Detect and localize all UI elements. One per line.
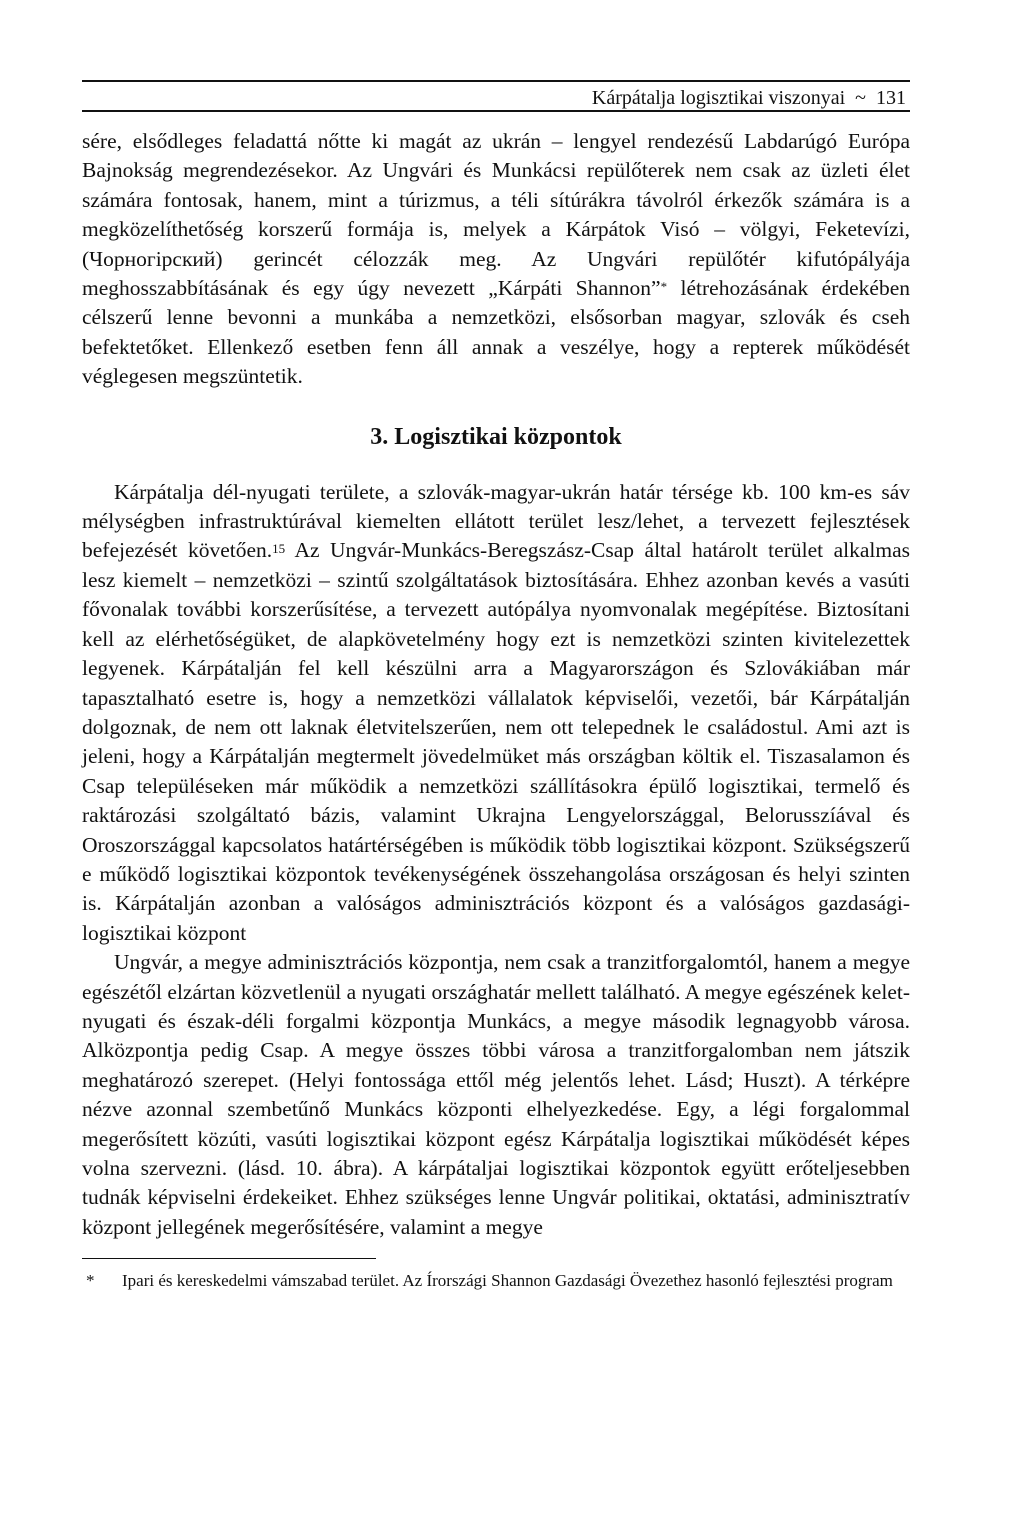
- paragraph-1-text-a: sére, elsődleges feladattá nőtte ki magát az ukrán – lengyel rendezésű Labdarúgó Európa Bajnokság megrendezésekor. Az Ungvári és Munkácsi repülőterek nem csak az üzleti élet számára fontosak, hanem, mint a túrizmus, a téli sítúrákra távolról érkezők számára is a megközelíthetőség korszerű formája is, melyek a Kárpátok Visó – völgyi, Feketevízi, (Чорногірский) gerincét célozzák meg. Az Ungvári repülőtér kifutópályája meghosszabbításának és egy úgy nevezett „Kárpáti Shannon”: [82, 129, 910, 301]
- running-title: Kárpátalja logisztikai viszonyai: [591, 87, 846, 109]
- paragraph-2: [82, 478, 910, 949]
- footnote-text: Ipari és kereskedelmi vámszabad terület. Az Írországi Shannon Gazdasági Övezethez hasonló fejlesztési program: [122, 1271, 893, 1291]
- running-header: [82, 80, 910, 112]
- paragraph-3: Ungvár, a megye adminisztrációs központja, nem csak a tranzitforgalomtól, hanem a megye egészétől elzártan közvetlenül a nyugati országhatár mellett található. A megye egészének kelet-nyugati és észak-déli forgalmi központja Munkács, a megye második legnagyobb városa. Alközpontja pedig Csap. A megye összes többi városa a tranzitforgalomban nem játszik meghatározó szerepet. (Helyi fontossága ettől még jelentős lehet. Lásd; Huszt). A térképre nézve azonnal szembetűnő Munkács központi elhelyezkedése. Egy, a légi forgalommal megerősített közúti, vasúti logisztikai központ egész Kárpátalja logisztikai működését képes volna szervezni. (lásd. 10. ábra). A kárpátaljai logisztikai központok együtt erőteljesebben tudnák képviselni érdekeiket. Ehhez szükséges lenne Ungvár politikai, oktatási, adminisztratív központ jellegének megerősítésére, valamint a megye: [82, 950, 910, 1239]
- body-text: [82, 127, 910, 1242]
- page-number: 131: [876, 87, 906, 109]
- reference-marker-15[interactable]: 15: [272, 541, 286, 557]
- section-heading: 3. Logisztikai központok: [370, 423, 622, 450]
- paragraph-2-text-b: Az Ungvár-Munkács-Beregszász-Csap által határolt terület alkalmas lesz kiemelt – nemzetközi – szintű szolgáltatások biztosítására. Ehhez azonban kevés a vasúti fővonalak további korszerűsítése, a tervezett autópálya nyomvonalak megépítése. Biztosítani kell az elérhetőségüket, de alapkövetelmény hogy ezt is nemzetközi szinten kivitelezettek legyenek. Kárpátalján fel kell készülni arra a Magyarországon és Szlovákiában már tapasztalható esetre is, hogy a nemzetközi vállalatok képviselői, vezetői, bár Kárpátalján dolgoznak, de nem ott laknak életvitelszerűen, nem ott telepednek le családostul. Ami azt is jeleni, hogy a Kárpátalján megtermelt jövedelmüket más országban költik el. Tiszasalamon és Csap településeken már működik a nemzetközi szállításokra épülő logisztikai, termelő és raktározási szolgáltató bázis, valamint Ukrajna Lengyelországgal, Belorusszíával és Oroszországgal kapcsolatos határtérségében is működik több logisztikai központ. Szükségszerű e működő logisztikai központok tevékenységének összehangolása országosan és helyi szinten is. Kárpátalján azonban a valóságos adminisztrációs központ és a valóságos gazdasági-logisztikai központ: [82, 538, 910, 945]
- paragraph-1: [82, 127, 910, 392]
- document-page: [82, 80, 910, 1293]
- paragraph-1-text-b: létrehozásának érdekében célszerű lenne bevonni a munkába a nemzetközi, elsősorban magyar, szlovák és cseh befektetőket. Ellenkező esetben fenn áll annak a veszélye, hogy a repterek működését véglegesen megszüntetik.: [82, 276, 911, 389]
- header-separator: ~: [855, 87, 866, 109]
- footnote-divider: [82, 1258, 376, 1259]
- footnote-marker[interactable]: *: [660, 279, 668, 295]
- paragraph-2-text-a: Kárpátalja dél-nyugati területe, a szlovák-magyar-ukrán határ térsége kb. 100 km-es sáv mélységben infrastruktúrával kiemelten ellátott terület lesz/lehet, a tervezett fejlesztések befejezését követően.: [82, 479, 910, 563]
- footnote: [82, 1269, 910, 1293]
- footnote-mark: *: [86, 1271, 95, 1291]
